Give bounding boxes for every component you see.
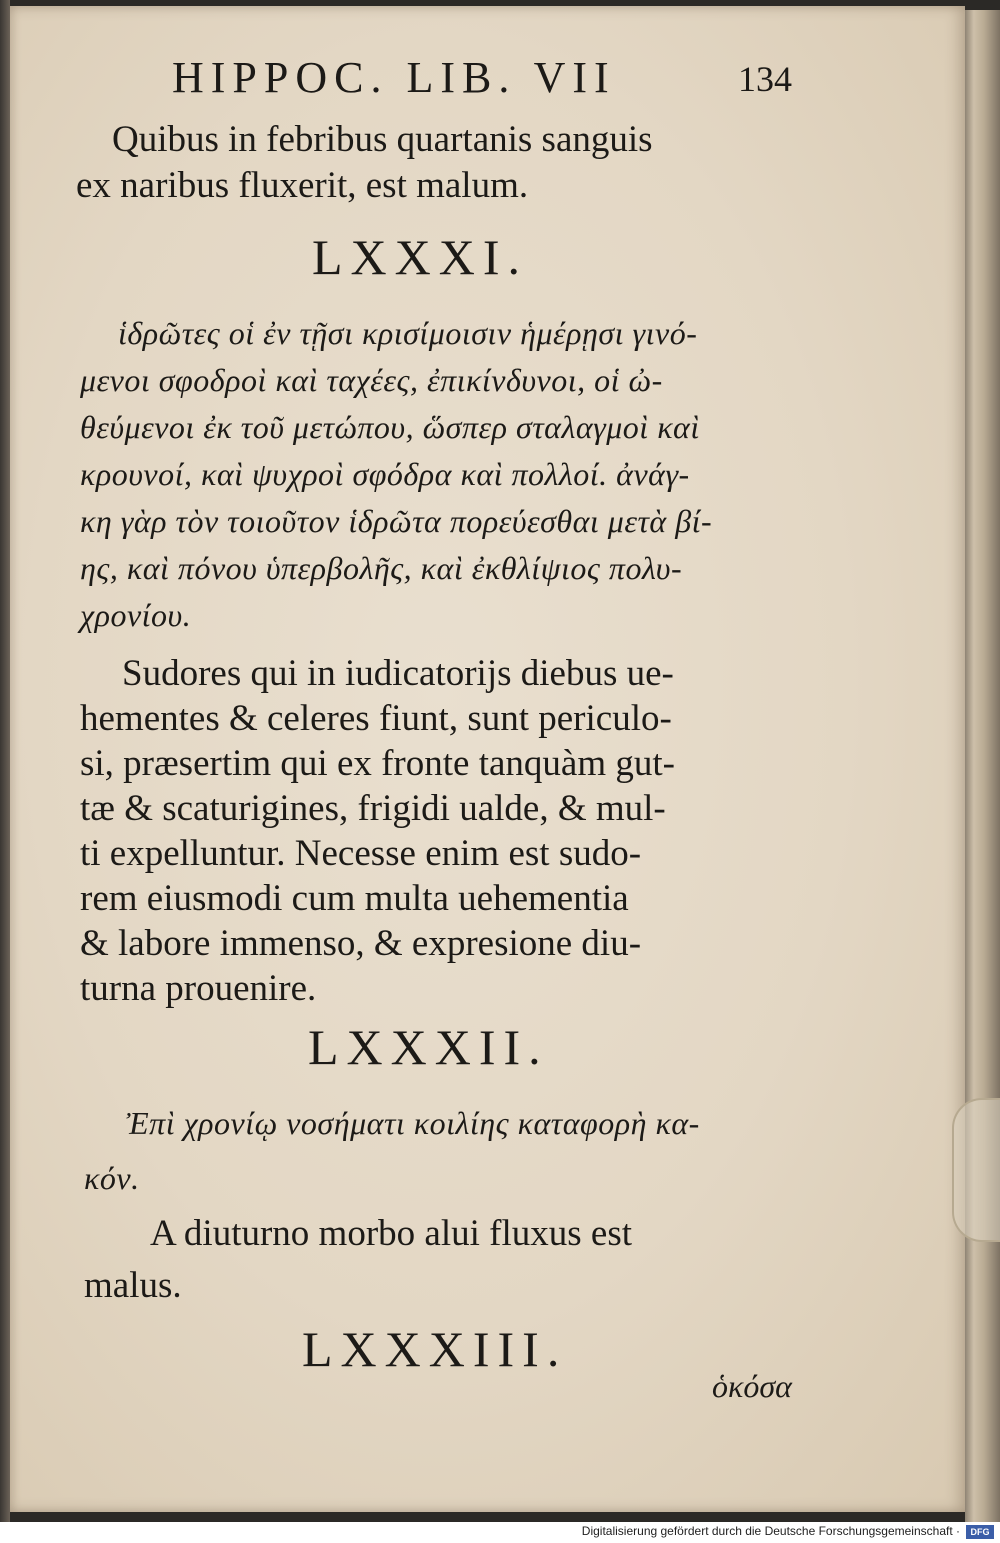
greek-line: ης, καὶ πόνου ὑπερβολῆς, καὶ ἐκθλίψιος πολυ- xyxy=(80,550,683,586)
text-line: ti expelluntur. Necesse enim est sudo- xyxy=(80,833,642,874)
greek-line: ἱδρῶτες οἱ ἐν τῇσι κρισίμοισιν ἡμέρῃσι γινό- xyxy=(118,315,698,351)
left-page-edge xyxy=(0,0,10,1522)
digitization-credit: Digitalisierung gefördert durch die Deutsche Forschungsgemeinschaft · xyxy=(581,1524,960,1538)
greek-line: κρουνοί, καὶ ψυχροὶ σφόδρα καὶ πολλοί. ἀνάγ- xyxy=(80,456,690,492)
aphorism-numeral: LXXXII. xyxy=(308,1019,549,1075)
credit-bar xyxy=(0,1522,1000,1543)
text-line: malus. xyxy=(84,1265,182,1306)
text-line: Sudores qui in iudicatorijs diebus ue- xyxy=(122,653,674,694)
text-line: turna prouenire. xyxy=(80,968,317,1009)
text-line: si, præsertim qui ex fronte tanquàm gut- xyxy=(80,743,675,784)
greek-line: χρονίου. xyxy=(80,597,192,633)
running-header: HIPPOC. LIB. VII xyxy=(172,53,616,102)
text-line: ex naribus fluxerit, est malum. xyxy=(76,165,529,206)
greek-line: μενοι σφοδροὶ καὶ ταχέες, ἐπικίνδυνοι, οἱ ὠ- xyxy=(80,362,663,398)
right-page-edges xyxy=(965,10,1000,1522)
text-line: A diuturno morbo alui fluxus est xyxy=(150,1213,632,1254)
text-line: tæ & scaturigines, frigidi ualde, & mul- xyxy=(80,788,666,829)
dfg-logo: DFG xyxy=(966,1525,994,1539)
page-number: 134 xyxy=(738,59,792,99)
text-line: hementes & celeres fiunt, sunt periculo- xyxy=(80,698,672,739)
page-clip-marker xyxy=(952,1098,1000,1242)
text-line: Quibus in febribus quartanis sanguis xyxy=(112,119,653,160)
text-line: & labore immenso, & expresione diu- xyxy=(80,923,642,964)
catchword: ὁκόσα xyxy=(712,1368,792,1404)
text-line: rem eiusmodi cum multa uehementia xyxy=(80,878,629,919)
greek-line: κόν. xyxy=(84,1160,140,1196)
aphorism-numeral: LXXXI. xyxy=(312,229,529,285)
aphorism-numeral: LXXXIII. xyxy=(302,1321,568,1377)
greek-line: κη γὰρ τὸν τοιοῦτον ἱδρῶτα πορεύεσθαι μετὰ βί- xyxy=(80,503,713,539)
greek-line: θεύμενοι ἐκ τοῦ μετώπου, ὥσπερ σταλαγμοὶ καὶ xyxy=(80,409,700,445)
greek-line: Ἐπὶ χρονίῳ νοσήματι κοιλίης καταφορὴ κα- xyxy=(126,1105,700,1141)
